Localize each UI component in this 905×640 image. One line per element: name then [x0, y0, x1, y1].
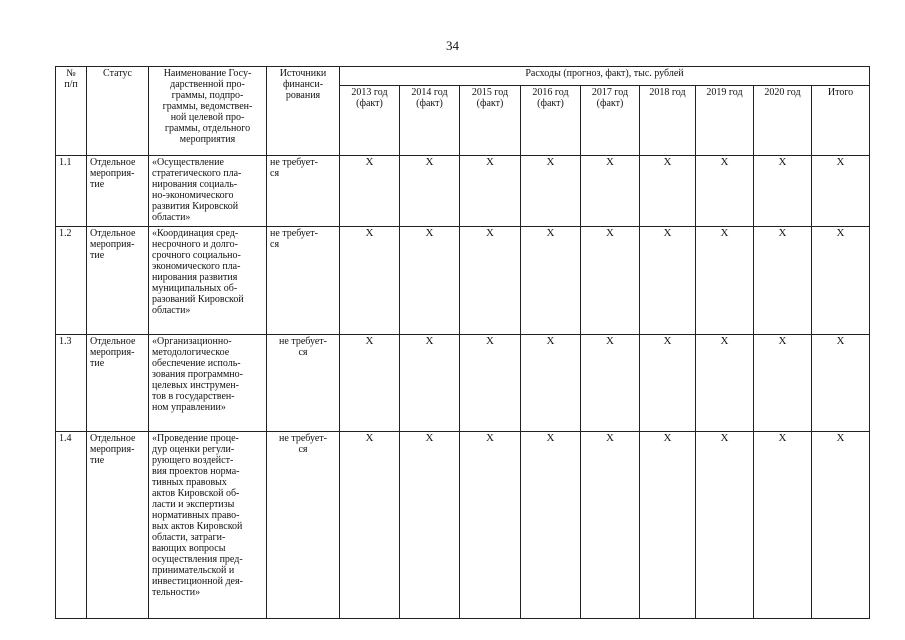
name-line: области»	[152, 305, 191, 316]
name-line: развития Кировской	[152, 201, 239, 212]
name-line: вия проектов норма-	[152, 466, 240, 477]
row-year-value: Х	[340, 227, 400, 335]
row-status	[87, 335, 149, 432]
row-total-value: Х	[812, 432, 870, 619]
row-name	[149, 156, 267, 227]
status-line: мероприя-	[90, 168, 135, 179]
page-number: 34	[446, 38, 459, 53]
header-name-line: дарственной про-	[170, 79, 245, 90]
row-year-value: Х	[754, 432, 812, 619]
name-line: нормативных право-	[152, 510, 240, 521]
header-name-line: Наименование Госу-	[163, 68, 252, 79]
table-header	[56, 67, 870, 156]
name-line: тов в государствен-	[152, 391, 235, 402]
table-row	[56, 432, 870, 619]
name-line: вых актов Кировской	[152, 521, 243, 532]
year-note: (факт)	[356, 98, 383, 109]
name-line: инвестиционной дея-	[152, 576, 243, 587]
year-label: 2014 год	[411, 87, 448, 98]
row-year-value: Х	[521, 335, 581, 432]
name-line: тивных правовых	[152, 477, 227, 488]
header-sources-line: рования	[285, 90, 321, 101]
name-line: экономического пла-	[152, 261, 241, 272]
name-line: разований Кировской	[152, 294, 244, 305]
row-year-value: Х	[400, 432, 460, 619]
header-year	[581, 86, 640, 156]
status-line: тие	[90, 358, 105, 369]
row-year-value: Х	[460, 432, 521, 619]
header-sources-line: Источники	[279, 68, 327, 79]
row-year-value: Х	[640, 156, 696, 227]
status-line: Отдельное	[90, 228, 136, 239]
name-line: муниципальных об-	[152, 283, 238, 294]
row-year-value: Х	[581, 432, 640, 619]
status-line: Отдельное	[90, 336, 136, 347]
row-status	[87, 432, 149, 619]
header-expenses: Расходы (прогноз, факт), тыс. рублей	[340, 67, 870, 86]
row-year-value: Х	[521, 156, 581, 227]
status-line: тие	[90, 250, 105, 261]
row-year-value: Х	[696, 432, 754, 619]
year-label: 2015 год	[471, 87, 509, 98]
name-line: несрочного и долго-	[152, 239, 238, 250]
row-year-value: Х	[754, 335, 812, 432]
row-year-value: Х	[400, 227, 460, 335]
year-note: (факт)	[476, 98, 504, 109]
row-source	[267, 227, 340, 335]
row-source	[267, 432, 340, 619]
name-line: «Организационно-	[152, 336, 232, 347]
year-label: 2018 год	[649, 87, 686, 98]
name-line: нирования социаль-	[152, 179, 238, 190]
header-name	[149, 67, 267, 156]
row-year-value: Х	[460, 156, 521, 227]
name-line: «Координация сред-	[152, 228, 239, 239]
name-line: нирования развития	[152, 272, 238, 283]
source-line: не требует-	[279, 433, 327, 444]
header-year	[460, 86, 521, 156]
table-body	[56, 156, 870, 619]
row-year-value: Х	[640, 227, 696, 335]
header-year	[754, 86, 812, 156]
name-line: актов Кировской об-	[152, 488, 240, 499]
row-source	[267, 156, 340, 227]
row-year-value: Х	[754, 227, 812, 335]
table-row	[56, 335, 870, 432]
row-year-value: Х	[581, 227, 640, 335]
row-year-value: Х	[340, 432, 400, 619]
row-year-value: Х	[581, 335, 640, 432]
name-line: ласти и экспертизы	[152, 499, 235, 510]
header-name-line: мероприятия	[179, 134, 236, 145]
row-number: 1.2	[56, 227, 87, 335]
source-line: ся	[270, 168, 280, 179]
name-line: но-экономического	[152, 190, 234, 201]
name-line: принимательской и	[152, 565, 235, 576]
name-line: «Проведение проце-	[152, 433, 239, 444]
header-number-line: №	[66, 68, 76, 79]
year-label: 2016 год	[532, 87, 569, 98]
header-year	[340, 86, 400, 156]
year-note: (факт)	[596, 98, 624, 109]
status-line: Отдельное	[90, 433, 136, 444]
name-line: стратегического пла-	[152, 168, 242, 179]
name-line: целевых инструмен-	[152, 380, 239, 391]
row-name	[149, 227, 267, 335]
table-row	[56, 227, 870, 335]
name-line: вающих вопросы	[152, 543, 226, 554]
header-number-line: п/п	[64, 79, 78, 90]
header-sources-line: финанси-	[282, 79, 324, 90]
year-note: (факт)	[416, 98, 443, 109]
header-name-line: граммы, ведомствен-	[162, 101, 253, 112]
name-line: «Осуществление	[152, 157, 224, 168]
header-number	[56, 67, 87, 156]
header-name-line: граммы, подпро-	[171, 90, 244, 101]
header-status: Статус	[87, 67, 149, 156]
row-name	[149, 432, 267, 619]
total-label: Итого	[827, 87, 854, 98]
name-line: осуществления пред-	[152, 554, 243, 565]
name-line: срочного социально-	[152, 250, 241, 261]
row-year-value: Х	[581, 156, 640, 227]
name-line: рующего воздейст-	[152, 455, 234, 466]
status-line: мероприя-	[90, 347, 135, 358]
source-line: не требует-	[270, 228, 318, 239]
budget-table	[55, 66, 870, 619]
year-label: 2013 год	[351, 87, 388, 98]
header-sources	[267, 67, 340, 156]
row-year-value: Х	[754, 156, 812, 227]
year-label: 2020 год	[764, 87, 801, 98]
header-name-line: ной целевой про-	[170, 112, 245, 123]
table-row	[56, 156, 870, 227]
name-line: зования программно-	[152, 369, 243, 380]
row-number: 1.1	[56, 156, 87, 227]
row-year-value: Х	[696, 156, 754, 227]
row-year-value: Х	[521, 432, 581, 619]
row-year-value: Х	[640, 432, 696, 619]
status-line: тие	[90, 179, 105, 190]
row-number: 1.4	[56, 432, 87, 619]
row-year-value: Х	[696, 227, 754, 335]
row-year-value: Х	[340, 156, 400, 227]
row-status	[87, 156, 149, 227]
row-year-value: Х	[521, 227, 581, 335]
year-note: (факт)	[537, 98, 564, 109]
row-year-value: Х	[400, 156, 460, 227]
row-year-value: Х	[460, 227, 521, 335]
name-line: области»	[152, 212, 191, 223]
row-number: 1.3	[56, 335, 87, 432]
name-line: области, затраги-	[152, 532, 226, 543]
status-line: тие	[90, 455, 105, 466]
row-year-value: Х	[340, 335, 400, 432]
header-year	[400, 86, 460, 156]
header-name-line: граммы, отдельного	[164, 123, 251, 134]
row-total-value: Х	[812, 156, 870, 227]
source-line: не требует-	[279, 336, 327, 347]
header-year	[640, 86, 696, 156]
header-total	[812, 86, 870, 156]
name-line: тельности»	[152, 587, 201, 598]
row-year-value: Х	[460, 335, 521, 432]
row-status	[87, 227, 149, 335]
source-line: ся	[298, 444, 308, 455]
name-line: методологическое	[152, 347, 230, 358]
name-line: ном управлении»	[152, 402, 226, 413]
row-year-value: Х	[400, 335, 460, 432]
header-year	[696, 86, 754, 156]
row-total-value: Х	[812, 335, 870, 432]
row-year-value: Х	[640, 335, 696, 432]
status-line: Отдельное	[90, 157, 136, 168]
year-label: 2017 год	[591, 87, 629, 98]
header-year	[521, 86, 581, 156]
status-line: мероприя-	[90, 239, 135, 250]
name-line: обеспечение исполь-	[152, 358, 241, 369]
source-line: не требует-	[270, 157, 318, 168]
row-name	[149, 335, 267, 432]
name-line: дур оценки регули-	[152, 444, 235, 455]
source-line: ся	[298, 347, 308, 358]
row-total-value: Х	[812, 227, 870, 335]
row-source	[267, 335, 340, 432]
source-line: ся	[270, 239, 280, 250]
row-year-value: Х	[696, 335, 754, 432]
status-line: мероприя-	[90, 444, 135, 455]
year-label: 2019 год	[706, 87, 743, 98]
